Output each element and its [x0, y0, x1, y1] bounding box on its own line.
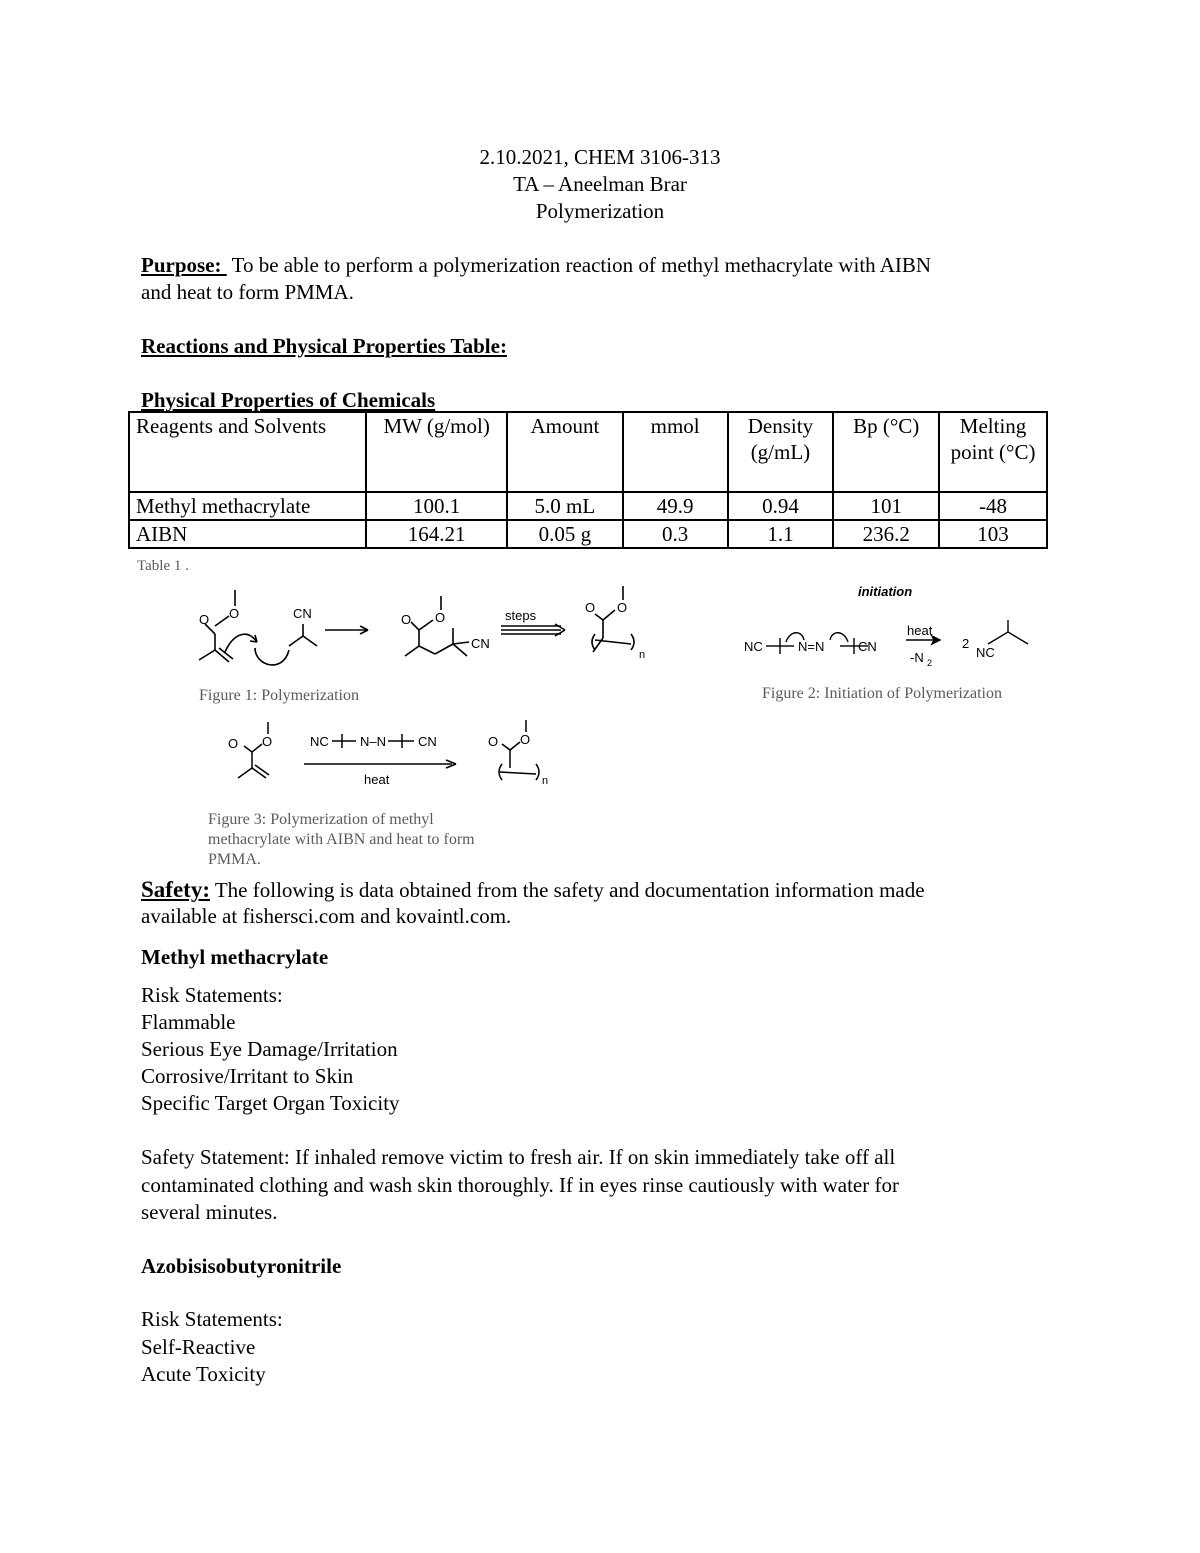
mma-risk-heading: Risk Statements:	[141, 983, 283, 1007]
table-cell: 236.2	[833, 520, 939, 548]
table-cell: Methyl methacrylate	[129, 492, 366, 520]
table-header-cell: Bp (°C)	[833, 412, 939, 492]
fig2-nc-label: NC	[976, 645, 995, 660]
fig2-heat-label: heat	[907, 623, 933, 638]
fig1-n-label: n	[639, 649, 646, 661]
table-header-cell: Reagents and Solvents	[129, 412, 366, 492]
table-cell: 0.3	[623, 520, 728, 548]
table-cell: 103	[939, 520, 1047, 548]
table-header-cell: MW (g/mol)	[366, 412, 507, 492]
fig3-o-label: O	[520, 732, 531, 747]
fig1-o-label: O	[617, 600, 628, 615]
table-cell: -48	[939, 492, 1047, 520]
fig3-cn-label: CN	[418, 734, 437, 749]
fig2-minus-n2-label: -N	[910, 650, 924, 665]
figure1-caption: Figure 1: Polymerization	[199, 687, 359, 704]
table-cell: 1.1	[728, 520, 834, 548]
header-title: Polymerization	[535, 199, 665, 223]
header-date-course: 2.10.2021, CHEM 3106-313	[479, 145, 721, 169]
table-row	[129, 492, 1047, 520]
table-row	[129, 520, 1047, 548]
mma-risk-item: Serious Eye Damage/Irritation	[141, 1037, 398, 1061]
fig3-o-label: O	[262, 734, 273, 749]
figure2-caption: Figure 2: Initiation of Polymerization	[762, 685, 1002, 702]
figure3-caption-line2: methacrylate with AIBN and heat to form	[208, 831, 475, 848]
physical-properties-table	[128, 411, 1048, 549]
fig3-nn-label: N–N	[360, 734, 387, 749]
fig1-steps-label: steps	[505, 608, 537, 623]
purpose-label: Purpose:	[141, 253, 227, 277]
purpose-paragraph	[141, 252, 1101, 279]
reactions-heading: Reactions and Physical Properties Table:	[141, 334, 507, 358]
table-cell: 0.05 g	[507, 520, 623, 548]
fig2-nc-label: NC	[744, 639, 763, 654]
mma-heading: Methyl methacrylate	[141, 945, 329, 969]
fig1-cn-label: CN	[293, 606, 312, 621]
aibn-risk-heading: Risk Statements:	[141, 1307, 283, 1331]
safety-label: Safety:	[141, 877, 210, 902]
header-ta: TA – Aneelman Brar	[513, 172, 687, 196]
table-cell: 101	[833, 492, 939, 520]
fig2-coefficient: 2	[962, 636, 970, 651]
aibn-heading: Azobisisobutyronitrile	[141, 1254, 342, 1278]
table-header-cell: Amount	[507, 412, 623, 492]
fig2-initiation-label: initiation	[858, 584, 913, 599]
figure2-initiation-scheme	[740, 582, 1040, 682]
aibn-risk-item: Acute Toxicity	[141, 1362, 266, 1386]
fig2-n2-subscript: 2	[927, 658, 933, 668]
safety-text: The following is data obtained from the safety and documentation information made	[209, 878, 925, 902]
fig3-heat-label: heat	[364, 772, 390, 787]
table-title: Physical Properties of Chemicals	[141, 388, 436, 412]
mma-risk-item: Corrosive/Irritant to Skin	[141, 1064, 354, 1088]
fig1-cn-label: CN	[471, 636, 490, 651]
table-caption: Table 1 .	[137, 558, 189, 574]
table-cell: 5.0 mL	[507, 492, 623, 520]
mma-safety-line1: Safety Statement: If inhaled remove victim to fresh air. If on skin immediately take off all	[141, 1145, 896, 1169]
fig2-nn-label: N=N	[798, 639, 825, 654]
figure3-caption-line3: PMMA.	[208, 851, 261, 868]
aibn-risk-item: Self-Reactive	[141, 1335, 256, 1359]
table-cell: 0.94	[728, 492, 834, 520]
table-cell: 49.9	[623, 492, 728, 520]
table-header-cell: mmol	[623, 412, 728, 492]
fig2-cn-label: CN	[858, 639, 877, 654]
fig3-n-label: n	[542, 775, 549, 787]
figure3-caption-line1: Figure 3: Polymerization of methyl	[208, 811, 434, 828]
figure1-polymerization-scheme	[185, 582, 665, 682]
table-cell: AIBN	[129, 520, 366, 548]
fig3-nc-label: NC	[310, 734, 329, 749]
fig1-o-label: O	[435, 610, 446, 625]
fig1-o-label: O	[585, 600, 596, 615]
purpose-text-line2: and heat to form PMMA.	[141, 280, 354, 304]
mma-risk-item: Specific Target Organ Toxicity	[141, 1091, 400, 1115]
mma-safety-line3: several minutes.	[141, 1200, 278, 1224]
fig1-o-label: O	[229, 606, 240, 621]
table-header-cell: Melting point (°C)	[939, 412, 1047, 492]
mma-safety-line2: contaminated clothing and wash skin thoroughly. If in eyes rinse cautiously with water for	[141, 1173, 899, 1197]
purpose-text: To be able to perform a polymerization reaction of methyl methacrylate with AIBN	[226, 253, 932, 277]
table-header-cell: Density (g/mL)	[728, 412, 834, 492]
safety-text-line2: available at fishersci.com and kovaintl.com.	[141, 904, 512, 928]
safety-paragraph	[141, 876, 925, 904]
mma-risk-item: Flammable	[141, 1010, 236, 1034]
fig1-o-label: O	[199, 612, 210, 627]
fig3-o-label: O	[488, 734, 499, 749]
table-header-row	[129, 412, 1047, 492]
fig1-o-label: O	[401, 612, 412, 627]
figure3-mma-aibn-scheme	[220, 718, 560, 798]
table-cell: 100.1	[366, 492, 507, 520]
fig3-o-label: O	[228, 736, 239, 751]
table-cell: 164.21	[366, 520, 507, 548]
